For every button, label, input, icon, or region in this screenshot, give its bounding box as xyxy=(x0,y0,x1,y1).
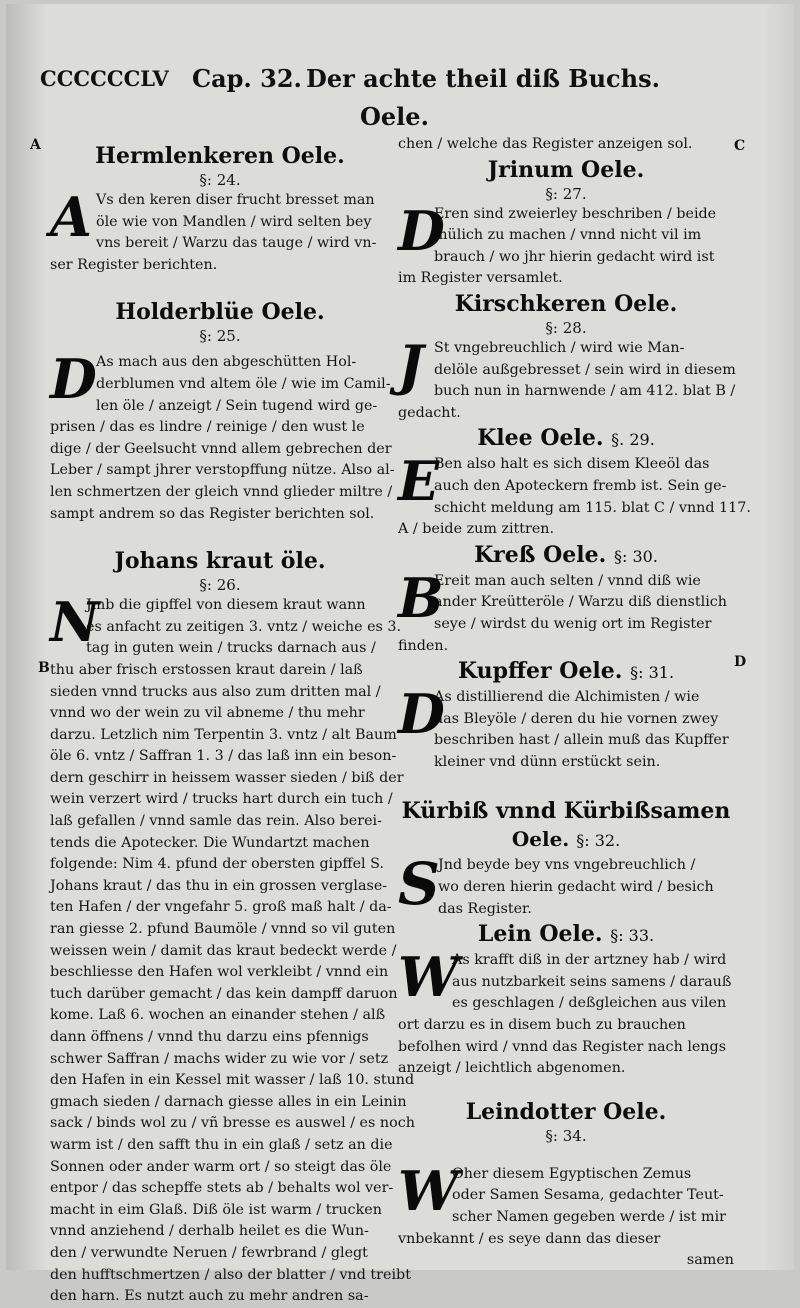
section-heading: Hermlenkeren Oele. xyxy=(95,143,345,169)
section-title: Lein Oele. xyxy=(477,921,603,948)
text-line: laß gefallen / vnnd samle das rein. Also berei- xyxy=(50,813,382,830)
text-line: Jnd beyde bey vns vngebreuchlich / xyxy=(438,857,696,874)
text-line: tends die Apotecker. Die Wundartzt machen xyxy=(50,834,370,851)
text-line: dern geschirr in heissem wasser sieden / biß der xyxy=(50,769,404,786)
text-line: Oher diesem Egyptischen Zemus xyxy=(452,1165,692,1182)
section-heading xyxy=(398,424,734,454)
text-line: scher Namen gegeben werde / ist mir xyxy=(452,1209,727,1225)
text-line: buch nun in harnwende / am 412. blat B / xyxy=(434,383,736,400)
text-line: beschriben hast / allein muß das Kupffer xyxy=(434,732,729,749)
text-line: den Hafen in ein Kessel mit wasser / laß 10. stund xyxy=(50,1072,415,1089)
text-line: brauch / wo jhr hierin gedacht wird ist xyxy=(434,248,715,265)
catchword: samen xyxy=(686,1252,734,1269)
section-body xyxy=(50,590,402,660)
text-line: As mach aus den abgeschütten Hol- xyxy=(96,354,357,371)
section-body xyxy=(398,449,751,519)
text-line: wo deren hierin gedacht wird / besich xyxy=(438,879,714,896)
section-body xyxy=(398,565,734,636)
section-number: §: 34. xyxy=(545,1126,587,1145)
edge-shadow xyxy=(764,4,794,1270)
text-line: vnbekannt / es seye dann das dieser xyxy=(398,1230,661,1247)
text-line: vnnd wo der wein zu vil abneme / thu mehr xyxy=(50,705,365,722)
catchword-line: chen / welche das Register anzeigen sol. xyxy=(398,136,693,152)
section-number: §: 26. xyxy=(199,576,241,595)
text-line: Ereit man auch selten / vnnd diß wie xyxy=(434,572,701,589)
margin-letter-d: D xyxy=(734,654,747,670)
section-body xyxy=(50,185,390,255)
chapter-label: Cap. 32. xyxy=(192,64,302,93)
text-line: im Register versamlet. xyxy=(398,270,563,287)
section-number: §: 27. xyxy=(545,184,587,203)
section-heading: Leindotter Oele. xyxy=(465,1098,667,1125)
text-line: es anfacht zu zeitigen 3. vntz / weiche es 3. xyxy=(86,618,402,635)
text-line: As distillierend die Alchimisten / wie xyxy=(434,689,700,706)
drop-cap: E xyxy=(398,449,440,514)
text-line: folgende: Nim 4. pfund der obersten gipffel S. xyxy=(50,856,384,873)
drop-cap: A xyxy=(50,185,92,249)
text-line: wein verzert wird / trucks hart durch ein tuch / xyxy=(50,791,393,808)
section-title: Kupffer Oele. xyxy=(457,658,623,685)
section-heading-line2 xyxy=(398,825,734,855)
text-line: das Bleyöle / deren du hie vornen zwey xyxy=(434,710,719,727)
text-line: Sonnen oder ander warm ort / so steigt das öle xyxy=(50,1158,392,1175)
section-number: §: 28. xyxy=(545,318,587,337)
margin-letter-c: C xyxy=(734,138,746,154)
book-page xyxy=(6,4,794,1305)
drop-cap: W xyxy=(398,1158,459,1223)
section-body xyxy=(398,1158,734,1229)
text-line: Vs den keren diser frucht bresset man xyxy=(96,192,375,208)
section-body xyxy=(50,347,391,417)
text-line: delöle außgebresset / sein wird in diesem xyxy=(434,361,736,378)
text-line: oder Samen Sesama, gedachter Teut- xyxy=(452,1187,724,1204)
drop-cap: J xyxy=(398,332,424,397)
text-line: den hufftschmertzen / also der blatter / vnd treibt xyxy=(50,1266,411,1283)
margin-letter-b: B xyxy=(38,660,50,676)
text-line: kome. Laß 6. wochen an einander stehen / alß xyxy=(50,1007,386,1024)
text-line: sack / binds wol zu / vñ bresse es auswel / es noch xyxy=(50,1115,415,1132)
section-heading: Jrinum Oele. xyxy=(487,156,645,183)
text-line: ser Register berichten. xyxy=(50,256,218,273)
text-line: öle wie von Mandlen / wird selten bey xyxy=(96,213,372,230)
section-number: §. 29. xyxy=(611,430,655,450)
section-body xyxy=(398,850,734,920)
section-number: §: 25. xyxy=(199,327,241,346)
text-line: A / beide zum zittren. xyxy=(398,521,555,538)
text-line: len schmertzen der gleich vnnd glieder miltre / xyxy=(50,483,393,500)
text-line: ander Kreütteröle / Warzu diß dienstlich xyxy=(434,594,727,611)
section-number: §: 30. xyxy=(614,546,658,566)
section-body xyxy=(398,945,734,1015)
margin-letter-a: A xyxy=(30,137,41,153)
drop-cap: B xyxy=(398,565,444,630)
section-body xyxy=(398,682,734,773)
text-line: kleiner vnd dünn erstückt sein. xyxy=(434,753,661,770)
text-line: sampt andrem so das Register berichten sol. xyxy=(50,505,375,522)
text-line: As krafft diß in der artzney hab / wird xyxy=(452,952,727,969)
section-number: §: 24. xyxy=(199,171,241,189)
text-line: finden. xyxy=(398,637,449,654)
right-column xyxy=(398,134,751,1272)
section-body xyxy=(398,198,734,269)
section-title: Klee Oele. xyxy=(477,425,604,452)
text-line: ort darzu es in disem buch zu brauchen xyxy=(398,1017,686,1034)
folio-number: CCCCCCLV xyxy=(40,66,169,91)
text-line: seye / wirdst du wenig ort im Register xyxy=(434,615,712,632)
text-line: gedacht. xyxy=(398,404,461,421)
running-title: Der achte theil diß Buchs. xyxy=(306,64,660,93)
text-line: darzu. Letzlich nim Terpentin 3. vntz / alt Baum xyxy=(50,726,397,743)
text-line: das Register. xyxy=(438,900,532,917)
text-line: Leber / sampt jhrer verstopffung nütze. Also al- xyxy=(50,462,395,479)
text-line: aus nutzbarkeit seins samens / darauß xyxy=(452,973,732,990)
text-line: macht in eim Glaß. Diß öle ist warm / trucken xyxy=(50,1201,382,1218)
text-line: thu aber frisch erstossen kraut darein / laß xyxy=(50,661,363,678)
text-line: ran giesse 2. pfund Baumöle / vnnd so vil guten xyxy=(50,921,396,938)
text-line: warm ist / den safft thu in ein glaß / setz an die xyxy=(50,1136,393,1153)
drop-cap: N xyxy=(50,590,100,655)
text-line: St vngebreuchlich / wird wie Man- xyxy=(434,339,685,356)
text-line: schwer Saffran / machs wider zu wie vor / setz xyxy=(50,1050,389,1067)
drop-cap: D xyxy=(398,682,445,747)
drop-cap: D xyxy=(50,347,97,412)
text-line: dige / der Geelsucht vnnd allem gebrechen der xyxy=(50,440,392,457)
text-line: gmach sieden / darnach giesse alles in ein Leinin xyxy=(50,1093,407,1110)
text-line: vns bereit / Warzu das tauge / wird vn- xyxy=(96,235,377,252)
text-line: beschliesse den Hafen wol verkleibt / vnnd ein xyxy=(50,964,389,981)
drop-cap: S xyxy=(398,850,440,919)
text-line: es geschlagen / deßgleichen aus vilen xyxy=(452,995,727,1012)
text-line: tuch darüber gemacht / das kein dampff daruon xyxy=(50,985,398,1002)
text-line: anzeigt / leichtlich abgenomen. xyxy=(398,1060,626,1077)
text-line: ten Hafen / der vngefahr 5. groß maß halt / da- xyxy=(50,899,392,916)
section-heading: Kürbiß vnnd Kürbißsamen xyxy=(401,798,731,825)
text-line: auch den Apoteckern fremb ist. Sein ge- xyxy=(434,477,727,494)
text-line: befolhen wird / vnnd das Register nach lengs xyxy=(398,1038,727,1055)
drop-cap: D xyxy=(398,198,445,263)
section-number: §: 33. xyxy=(610,926,655,946)
text-line: len öle / anzeigt / Sein tugend wird ge- xyxy=(96,397,378,414)
text-line: sieden vnnd trucks aus also zum dritten mal / xyxy=(50,683,381,700)
text-line: Eren sind zweierley beschriben / beide xyxy=(434,205,717,222)
text-line: Jmb die gipffel von diesem kraut wann xyxy=(86,597,366,614)
text-line: Johans kraut / das thu in ein grossen verglase- xyxy=(50,877,388,894)
section-title: Oele. xyxy=(511,827,570,852)
drop-cap: W xyxy=(398,945,459,1010)
text-line: den / verwundte Neruen / fewrbrand / glegt xyxy=(50,1244,368,1261)
text-line: den harn. Es nutzt auch zu mehr andren sa- xyxy=(50,1288,369,1305)
section-heading xyxy=(398,657,734,687)
section-body xyxy=(398,332,736,403)
page-subtitle: Oele. xyxy=(360,102,429,131)
text-line: prisen / das es lindre / reinige / den wust le xyxy=(50,419,365,436)
section-heading: Johans kraut öle. xyxy=(114,548,326,575)
section-heading: Holderblüe Oele. xyxy=(115,299,325,326)
text-line: dann öffnens / vnnd thu darzu eins pfennigs xyxy=(50,1029,369,1045)
text-line: öle 6. vntz / Saffran 1. 3 / das laß inn ein beson- xyxy=(50,748,397,765)
text-line: tag in guten wein / trucks darnach aus / xyxy=(86,640,376,657)
text-line: derblumen vnd altem öle / wie im Camil- xyxy=(96,375,391,392)
text-line: mülich zu machen / vnnd nicht vil im xyxy=(434,227,702,244)
left-column xyxy=(50,142,415,1308)
section-number: §: 32. xyxy=(576,831,621,851)
gutter-shadow xyxy=(6,4,46,1270)
text-line: schicht meldung am 115. blat C / vnnd 117. xyxy=(434,499,751,516)
section-heading: Kirschkeren Oele. xyxy=(454,290,678,317)
text-line: weissen wein / damit das kraut bedeckt werde / xyxy=(50,942,397,959)
text-line: entpor / das schepffe stets ab / behalts wol ver- xyxy=(50,1180,394,1197)
section-number: §: 31. xyxy=(630,663,675,683)
section-title: Kreß Oele. xyxy=(474,541,607,568)
text-line: vnnd anziehend / derhalb heilet es die Wun- xyxy=(50,1223,369,1240)
text-line: Ben also halt es sich disem Kleeöl das xyxy=(434,456,710,473)
section-heading xyxy=(398,541,734,571)
